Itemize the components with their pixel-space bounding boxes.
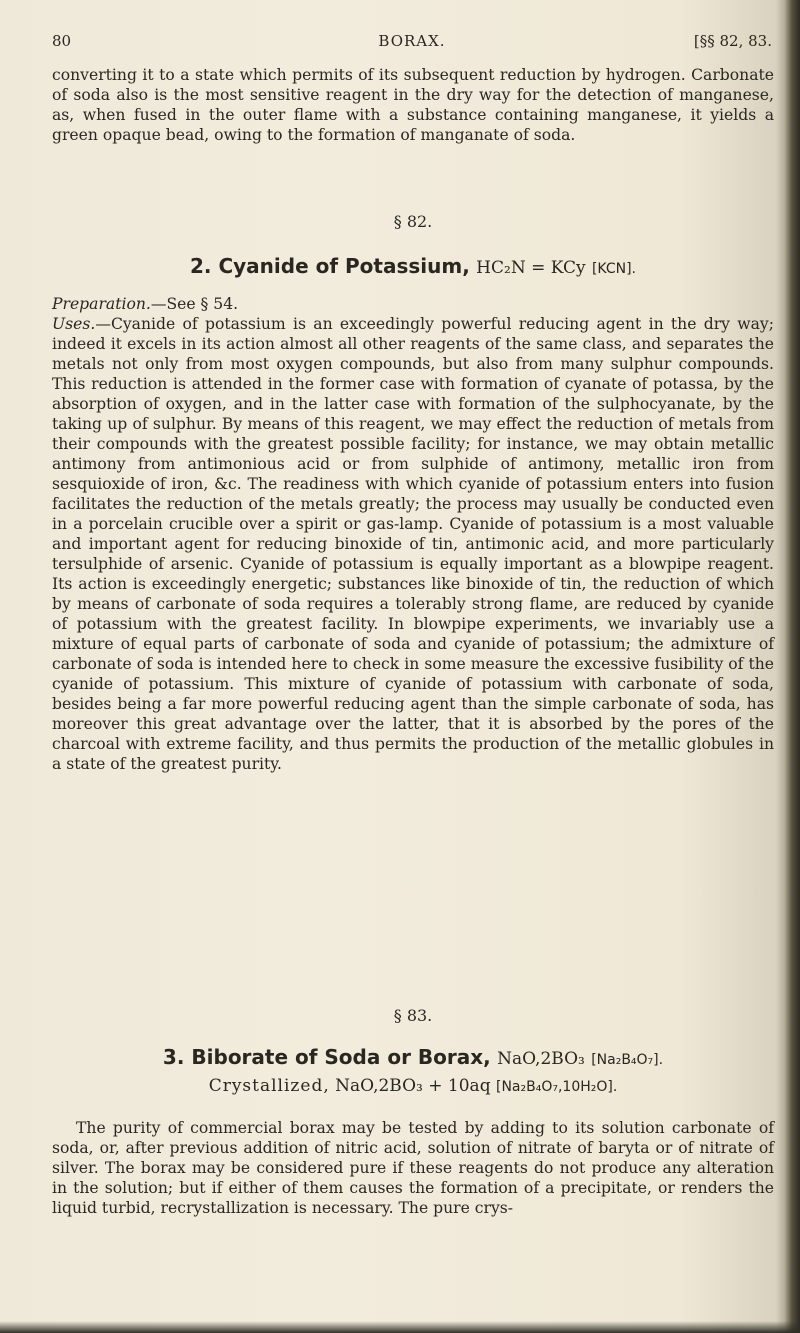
uses-label: Uses. bbox=[52, 315, 96, 333]
section-82-heading-formula: HC₂N = KCy bbox=[476, 258, 586, 278]
section-82-heading-name: 2. Cyanide of Potassium, bbox=[189, 254, 470, 278]
section-83-subheading bbox=[52, 1074, 774, 1099]
section-83-heading-name: 3. Biborate of Soda or Borax, bbox=[162, 1045, 491, 1069]
section-range: [§§ 82, 83. bbox=[693, 32, 772, 50]
preparation-line bbox=[52, 294, 774, 314]
section-83-heading-formula: NaO,2BO₃ bbox=[497, 1049, 585, 1069]
page-edge-shadow bbox=[784, 0, 800, 1333]
running-title: BORAX. bbox=[378, 32, 446, 50]
section-82-heading-modern: [KCN]. bbox=[591, 261, 637, 277]
uses-paragraph bbox=[52, 314, 774, 774]
section-82-number: § 82. bbox=[393, 212, 433, 231]
page-bottom-shadow bbox=[0, 1321, 800, 1333]
preparation-label: Preparation. bbox=[52, 295, 151, 313]
section-83-heading-modern: [Na₂B₄O₇]. bbox=[591, 1052, 664, 1068]
intro-paragraph: converting it to a state which permits of its subsequent reduction by hydrogen. Carbonate of soda also is the most sensitive reagent in the dry way for the detection of manganese, as, when fused in the outer flame with a substance containing manganese, it yields a green opaque bead, owing to the formation of manganate of soda. bbox=[52, 66, 774, 144]
running-header bbox=[52, 32, 772, 54]
section-83-number: § 83. bbox=[393, 1006, 433, 1025]
section-83-heading bbox=[52, 1044, 774, 1073]
section-83-body bbox=[52, 1118, 774, 1218]
section-82-body bbox=[52, 294, 774, 774]
crystallized-modern: [Na₂B₄O₇,10H₂O]. bbox=[495, 1079, 618, 1095]
intro-paragraph-block bbox=[52, 65, 774, 145]
section-82-heading bbox=[52, 253, 774, 282]
borax-paragraph: The purity of commercial borax may be tested by adding to its solution carbonate of soda, or, after previous addition of nitric acid, solution of nitrate of baryta or of nitrate of silver. The borax may be considered pure if these reagents do not produce any alteration in the solution; but if either of them causes the formation of a precipitate, or renders the liquid turbid, recrystallization is necessary. The pure crys- bbox=[52, 1119, 774, 1217]
page-number: 80 bbox=[52, 32, 72, 50]
crystallized-label: Crystallized, bbox=[208, 1076, 330, 1096]
uses-text: —Cyanide of potassium is an exceedingly powerful reducing agent in the dry way; indeed it excels in its action almost all other reagents of the same class, and separates the metals not only from most oxygen compounds, but also from many sulphur compounds. This reduction is attended in the former case with formation of cyanate of potassa, by the absorption of oxygen, and in the latter case with formation of the sulphocyanate, by the taking up of sulphur. By means of this reagent, we may effect the reduction of metals from their compounds with the greatest possible facility; for instance, we may obtain metallic antimony from antimonious acid or from sulphide of antimony, metallic iron from sesquioxide of iron, &c. The readiness with which cyanide of potassium enters into fusion facilitates the reduction of the metals greatly; the process may usually be conducted even in a porcelain crucible over a spirit or gas-lamp. Cyanide of potassium is a most valuable and important agent for reducing binoxide of tin, antimonic acid, and more particularly tersulphide of arsenic. Cyanide of potassium is equally important as a blowpipe reagent. Its action is exceedingly energetic; substances like binoxide of tin, the reduction of which by means of carbonate of soda requires a tolerably strong flame, are reduced by cyanide of potassium with the greatest facility. In blowpipe experiments, we invariably use a mixture of equal parts of carbonate of soda and cyanide of potassium; the admixture of carbonate of soda is intended here to check in some measure the excessive fusibility of the cyanide of potassium. This mixture of cyanide of potassium with carbonate of soda, besides being a far more powerful reducing agent than the simple carbonate of soda, has moreover this great advantage over the latter, that it is absorbed by the pores of the charcoal with extreme facility, and thus permits the production of the metallic globules in a state of the greatest purity. bbox=[52, 315, 774, 773]
crystallized-formula: NaO,2BO₃ + 10aq bbox=[335, 1076, 491, 1096]
preparation-text: —See § 54. bbox=[150, 295, 239, 313]
